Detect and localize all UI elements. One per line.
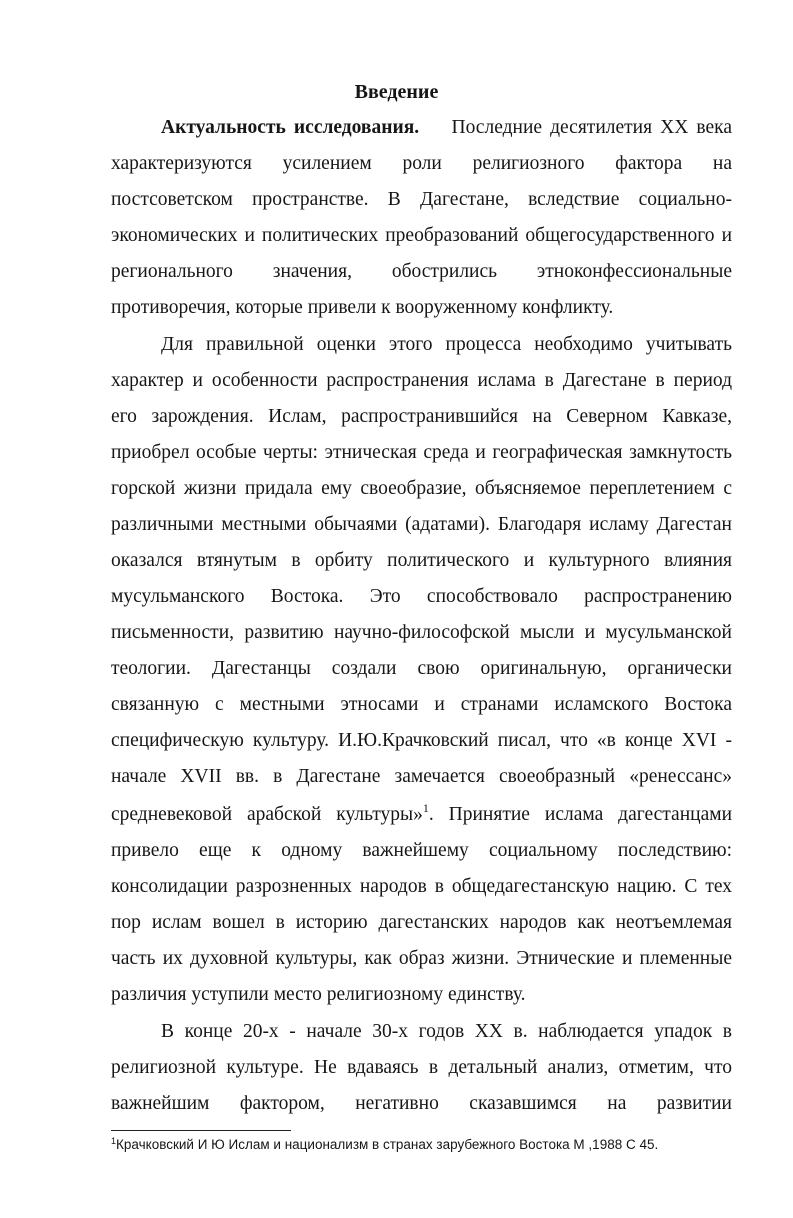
p2-line-5: горской жизни придала ему своеобразие, объясняемое переплетением с — [111, 478, 732, 499]
p1-line-2: характеризуются усилением роли религиозного фактора на — [111, 153, 732, 174]
footnote-mark: 1 — [111, 1136, 117, 1146]
p2-line-14 — [111, 802, 732, 828]
p1-line-5: регионального значения, обострились этноконфессиональные — [111, 261, 732, 282]
p2-line-15: привело еще к одному важнейшему социальному последствию: — [111, 840, 732, 861]
p2-line-8: мусульманского Востока. Это способствовало распространению — [111, 586, 732, 607]
p3-line-2: религиозной культуре. Не вдаваясь в детальный анализ, отметим, что — [111, 1057, 732, 1078]
footnote-separator — [111, 1130, 291, 1131]
p1-line-3: постсоветском пространстве. В Дагестане, вследствие социально- — [111, 189, 732, 210]
p3-line-3: важнейшим фактором, негативно сказавшимся на развитии — [111, 1093, 732, 1114]
page-title: Введение — [354, 81, 439, 103]
p2-line-9: письменности, развитию научно-философской мысли и мусульманской — [111, 622, 732, 643]
p2-line-10: теологии. Дагестанцы создали свою оригинальную, органически — [111, 658, 732, 679]
p1-line-1-rest: Последние десятилетия XX века — [451, 117, 732, 138]
footnote — [111, 1136, 751, 1154]
p2-line-19: различия уступили место религиозному единству. — [111, 984, 526, 1005]
p2-line-16: консолидации разрозненных народов в общедагестанскую нацию. С тех — [111, 876, 732, 897]
footnote-reference: 1 — [422, 801, 429, 815]
p1-line-6: противоречия, которые привели к вооруженному конфликту. — [111, 297, 614, 318]
p1-line-4: экономических и политических преобразований общегосударственного и — [111, 225, 732, 246]
p1-lead-heading: Актуальность исследования. — [161, 117, 420, 138]
p2-line-14-a: средневековой арабской культуры» — [111, 804, 423, 825]
p2-line-13: начале XVII вв. в Дагестане замечается своеобразный «ренессанс» — [111, 766, 732, 787]
p2-line-11: связанную с местными этносами и странами исламского Востока — [111, 694, 732, 715]
p2-line-3: его зарождения. Ислам, распространившийся на Северном Кавказе, — [111, 406, 732, 427]
p2-line-12: специфическую культуру. И.Ю.Крачковский писал, что «в конце XVI - — [111, 730, 732, 751]
p2-line-4: приобрел особые черты: этническая среда и географическая замкнутость — [111, 442, 732, 463]
p2-line-2: характер и особенности распространения ислама в Дагестане в период — [111, 370, 732, 391]
p3-line-1: В конце 20-х - начале 30-х годов XX в. наблюдается упадок в — [161, 1021, 732, 1042]
p2-line-7: оказался втянутым в орбиту политического и культурного влияния — [111, 550, 732, 571]
footnote-text: Крачковский И Ю Ислам и национализм в странах зарубежного Востока М ,1988 С 45. — [116, 1137, 659, 1152]
p2-line-18: часть их духовной культуры, как образ жизни. Этнические и племенные — [111, 948, 732, 969]
p2-line-14-b: . Принятие ислама дагестанцами — [428, 804, 733, 825]
p2-line-17: пор ислам вошел в историю дагестанских народов как неотъемлемая — [111, 912, 732, 933]
p2-line-1: Для правильной оценки этого процесса необходимо учитывать — [161, 334, 732, 355]
p2-line-6: различными местными обычаями (адатами). Благодаря исламу Дагестан — [111, 514, 732, 535]
p1-line-1 — [161, 115, 732, 141]
